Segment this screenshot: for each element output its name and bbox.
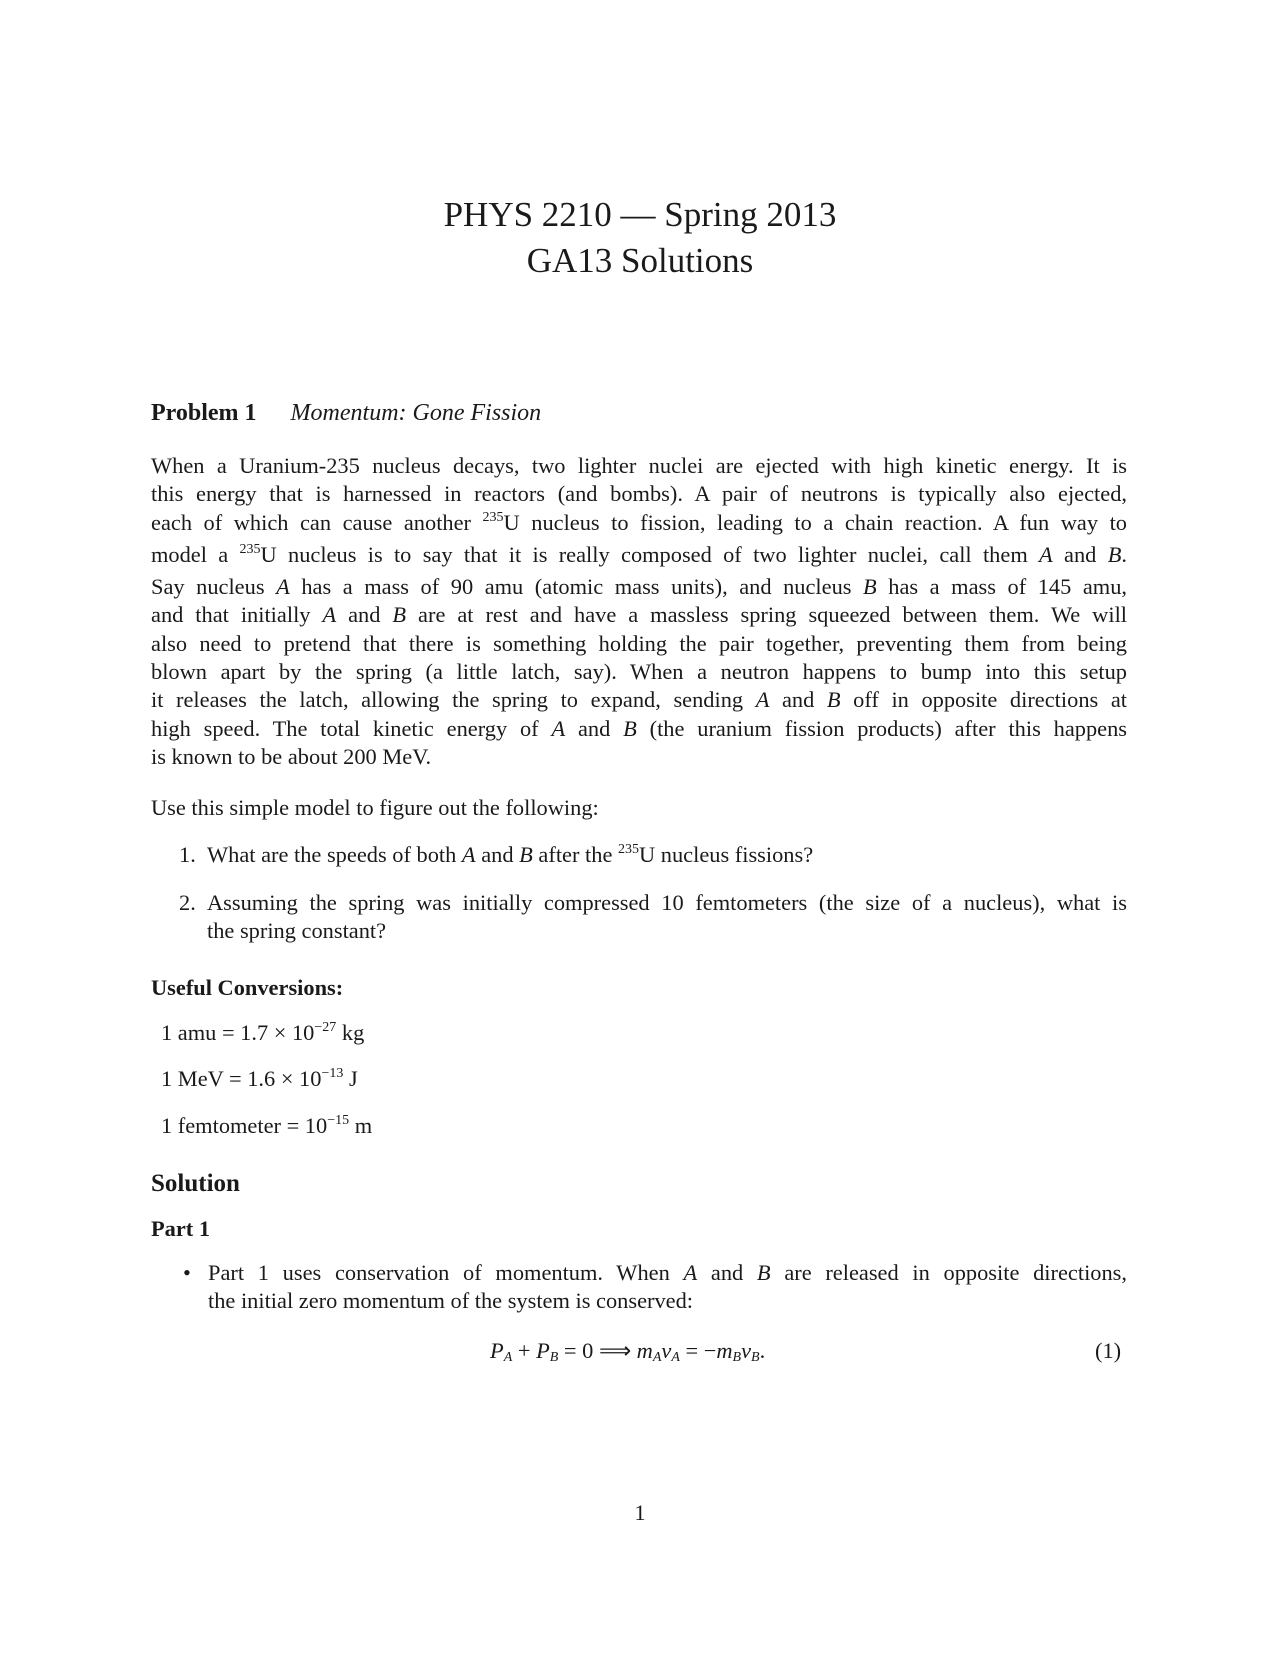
intro-line: and that initially A and B are at rest and have a massless spring squeezed between them. We will [151,602,1128,628]
momentum-equation: $P_A + P_B = 0$ ⟹ $m_Av_A = -m_Bv_B$. [490,1338,766,1365]
intro-line: this energy that is harnessed in reactors (and bombs). A pair of neutrons is typically also ejected, [151,481,1127,507]
document-title-line2: GA13 Solutions [526,241,754,280]
conversion-femtometer: 1 femtometer = $10^{-15}$ m [161,1113,373,1138]
part-1-heading: Part 1 [151,1216,211,1241]
page-number: 1 [634,1500,646,1525]
intro-line: high speed. The total kinetic energy of A and B (the uranium fission products) after this happens [151,715,1127,741]
conversion-amu: 1 amu = $1.7 \times 10^{-27}$ kg [161,1020,365,1045]
problem-title: Momentum: Gone Fission [290,400,542,426]
question-text: What are the speeds of both A and B after the $^{235}$U nucleus fissions? [207,842,814,867]
question-number: 2. [179,890,196,915]
bullet-text: Part 1 uses conservation of momentum. When A and B are released in opposite directions, the initial zero momentum of the system is conserved: [208,1260,1127,1314]
intro-line: blown apart by the spring (a little latch, say). When a neutron happens to bump into this setup [151,659,1127,685]
question-text: Assuming the spring was initially compressed 10 femtometers (the size of a nucleus), what is the spring constant? [207,890,1127,944]
intro-line: each of which can cause another $^{235}$U nucleus to fission, leading to a chain reaction. A fun way to [151,509,1127,535]
bullet-icon: • [183,1260,191,1285]
intro-line: Say nucleus A has a mass of 90 amu (atomic mass units), and nucleus B has a mass of 145 amu, [151,574,1127,600]
problem-intro-paragraph [151,452,1127,771]
conversions-heading: Useful Conversions: [151,975,344,1000]
problem-heading [151,400,541,427]
intro-line: is known to be about 200 MeV. [151,743,432,769]
solution-heading: Solution [151,1170,240,1197]
intro-line: also need to pretend that there is something holding the pair together, preventing them from being [151,630,1127,656]
problem-prompt: Use this simple model to figure out the following: [151,795,599,820]
intro-line: When a Uranium-235 nucleus decays, two lighter nuclei are ejected with high kinetic energy. It is [151,453,1127,478]
document-title-line1: PHYS 2210 — Spring 2013 [443,195,837,234]
equation-number: (1) [1095,1338,1122,1363]
problem-label: Problem 1 [151,400,257,426]
intro-line: model a $^{235}$U nucleus is to say that it is really composed of two lighter nuclei, call them A and B. [151,541,1127,567]
intro-line: it releases the latch, allowing the spring to expand, sending A and B off in opposite directions at [151,687,1127,713]
question-number: 1. [179,842,196,867]
conversion-mev: 1 MeV = $1.6 \times 10^{-13}$ J [161,1066,358,1091]
